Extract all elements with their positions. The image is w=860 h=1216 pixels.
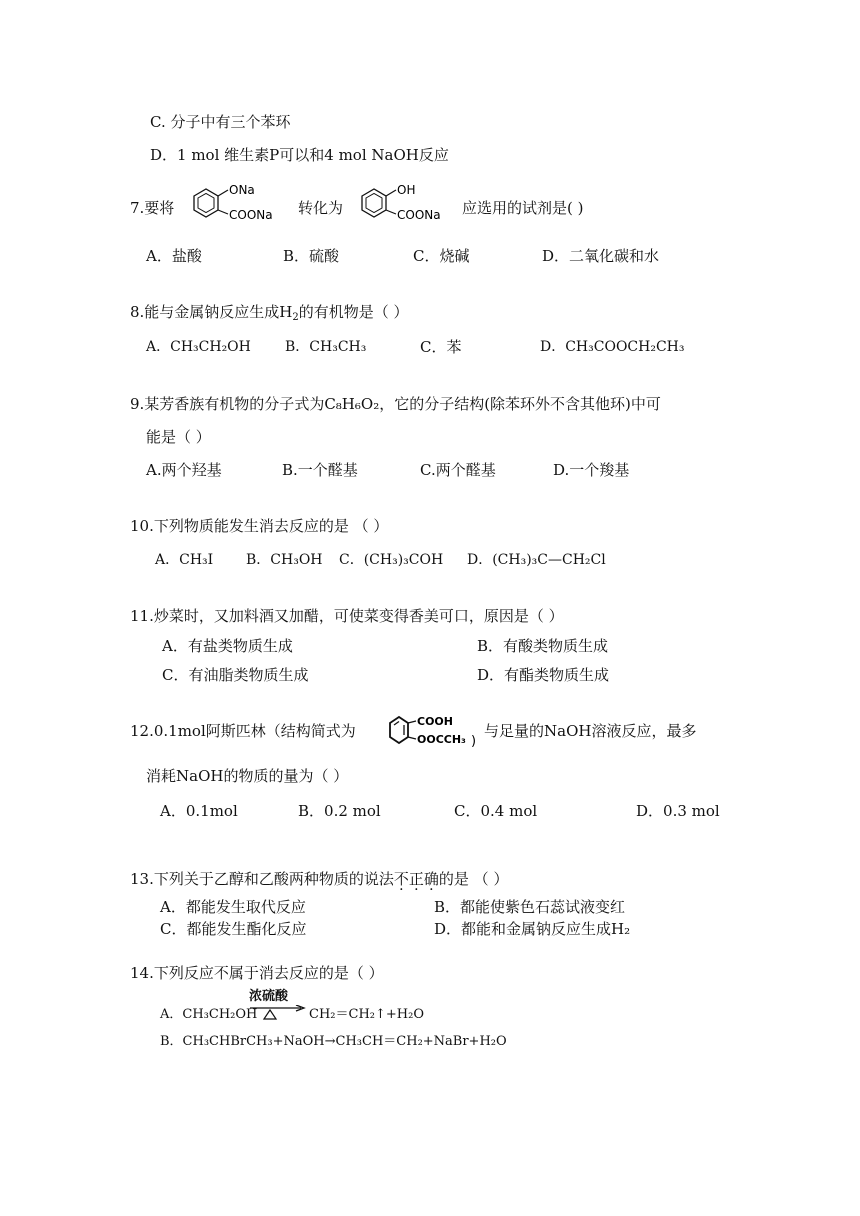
q14-stem: 14.下列反应不属于消去反应的是（ ） bbox=[130, 964, 384, 982]
q13-option-a: A．都能发生取代反应 bbox=[160, 898, 306, 916]
q8-option-a: A．CH₃CH₂OH bbox=[146, 339, 251, 355]
q7-stem-prefix: 7.要将 bbox=[130, 199, 175, 217]
mol2-top-label: OH bbox=[397, 183, 416, 197]
q10-option-d: D．(CH₃)₃C—CH₂Cl bbox=[467, 552, 606, 568]
aspirin-top-label: COOH bbox=[417, 715, 453, 728]
q14-option-b: B．CH₃CHBrCH₃+NaOH→CH₃CH＝CH₂+NaBr+H₂O bbox=[160, 1034, 507, 1049]
q7-option-b: B．硫酸 bbox=[283, 247, 340, 265]
q13-option-b: B．都能使紫色石蕊试液变红 bbox=[434, 898, 626, 916]
q7-option-a: A．盐酸 bbox=[146, 247, 202, 265]
q11-option-d: D．有酯类物质生成 bbox=[477, 666, 610, 684]
q14-option-a-product: CH₂＝CH₂↑+H₂O bbox=[309, 1007, 424, 1022]
q6-option-d: D．1 mol 维生素P可以和4 mol NaOH反应 bbox=[150, 146, 449, 164]
q6-option-c: C. 分子中有三个苯环 bbox=[150, 113, 291, 131]
q12-option-b: B．0.2 mol bbox=[298, 802, 381, 820]
q12-stem-suffix: 与足量的NaOH溶液反应，最多 bbox=[484, 722, 697, 740]
q11-option-a: A．有盐类物质生成 bbox=[162, 637, 293, 655]
emphasis-dot-3: 确 bbox=[423, 870, 439, 888]
q12-option-a: A．0.1mol bbox=[160, 802, 238, 820]
q13-option-d: D．都能和金属钠反应生成H₂ bbox=[434, 920, 631, 938]
q13-option-c: C．都能发生酯化反应 bbox=[160, 920, 307, 938]
q10-stem: 10.下列物质能发生消去反应的是 （ ） bbox=[130, 517, 389, 535]
q9-option-d: D.一个羧基 bbox=[553, 461, 630, 479]
q9-option-a: A.两个羟基 bbox=[146, 461, 222, 479]
q12-option-c: C．0.4 mol bbox=[454, 802, 538, 820]
q9-option-c: C.两个醛基 bbox=[420, 461, 496, 479]
mol1-top-label: ONa bbox=[229, 183, 255, 197]
q13-stem: 13.下列关于乙醇和乙酸两种物质的说法不正确的是 （ ） bbox=[130, 870, 509, 888]
emphasis-dot-2: 正 bbox=[408, 870, 424, 888]
q7-stem-suffix: 应选用的试剂是( ) bbox=[462, 199, 584, 217]
q11-option-b: B．有酸类物质生成 bbox=[477, 637, 609, 655]
sodium-salicylate-structure bbox=[352, 180, 460, 228]
emphasis-dot-1: 不 bbox=[393, 870, 409, 888]
q11-option-c: C．有油脂类物质生成 bbox=[162, 666, 309, 684]
sodium-phenoxide-benzoate-structure bbox=[184, 180, 292, 228]
q12-stem-prefix: 12.0.1mol阿斯匹林（结构简式为 bbox=[130, 722, 356, 740]
aspirin-structure bbox=[384, 710, 480, 750]
q12-stem-line2: 消耗NaOH的物质的量为（ ） bbox=[146, 767, 349, 785]
q7-option-c: C．烧碱 bbox=[413, 247, 470, 265]
q9-stem-line2: 能是（ ） bbox=[146, 428, 211, 446]
mol2-bottom-label: COONa bbox=[397, 208, 441, 222]
mol1-bottom-label: COONa bbox=[229, 208, 273, 222]
q12-option-d: D．0.3 mol bbox=[636, 802, 720, 820]
heating-arrow-icon bbox=[249, 1005, 307, 1021]
q11-stem: 11.炒菜时，又加料酒又加醋，可使菜变得香美可口，原因是（ ） bbox=[130, 607, 564, 625]
q14-option-a-reactant: A．CH₃CH₂OH bbox=[160, 1007, 258, 1022]
q10-option-b: B．CH₃OH bbox=[246, 552, 323, 568]
q9-stem-line1: 9.某芳香族有机物的分子式为C₈H₆O₂，它的分子结构(除苯环外不含其他环)中可 bbox=[130, 395, 661, 413]
q7-stem-mid: 转化为 bbox=[298, 199, 344, 217]
aspirin-close-paren: ) bbox=[471, 734, 477, 749]
q8-option-d: D．CH₃COOCH₂CH₃ bbox=[540, 339, 685, 355]
q8-option-c: C．苯 bbox=[420, 338, 462, 356]
q8-option-b: B．CH₃CH₃ bbox=[285, 339, 367, 355]
q10-option-a: A．CH₃I bbox=[155, 552, 214, 568]
q14-reaction-condition: 浓硫酸 bbox=[249, 989, 289, 1004]
aspirin-bottom-label: OOCCH₃ bbox=[417, 733, 466, 746]
q9-option-b: B.一个醛基 bbox=[282, 461, 358, 479]
q7-option-d: D．二氧化碳和水 bbox=[542, 247, 660, 265]
q10-option-c: C．(CH₃)₃COH bbox=[339, 552, 444, 568]
q8-stem: 8.能与金属钠反应生成$H_2$的有机物是（ ） bbox=[130, 303, 409, 323]
